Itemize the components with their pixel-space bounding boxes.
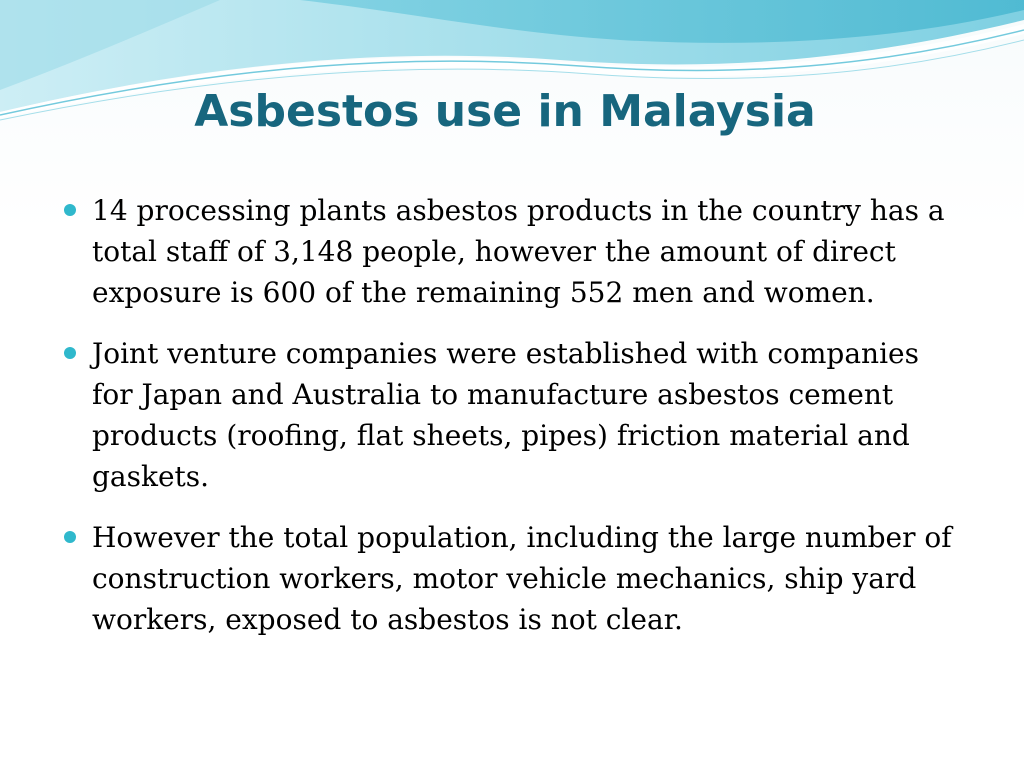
bullet-dot-icon <box>64 531 76 543</box>
bullet-list <box>60 190 960 660</box>
bullet-dot-icon <box>64 204 76 216</box>
bullet-text: 14 processing plants asbestos products in the country has a total staff of 3,148 people, however the amount of direct exposure is 600 of the remaining 552 men and women. <box>92 194 945 309</box>
slide-title: Asbestos use in Malaysia <box>194 86 816 137</box>
bullet-item <box>60 517 960 640</box>
bullet-dot-icon <box>64 347 76 359</box>
bullet-text: Joint venture companies were established with companies for Japan and Australia to manufacture asbestos cement products (roofing, flat sheets, pipes) friction material and gaskets. <box>92 337 919 493</box>
bullet-item <box>60 190 960 313</box>
bullet-text: However the total population, including the large number of construction workers, motor vehicle mechanics, ship yard workers, exposed to asbestos is not clear. <box>92 521 952 636</box>
bullet-item <box>60 333 960 497</box>
